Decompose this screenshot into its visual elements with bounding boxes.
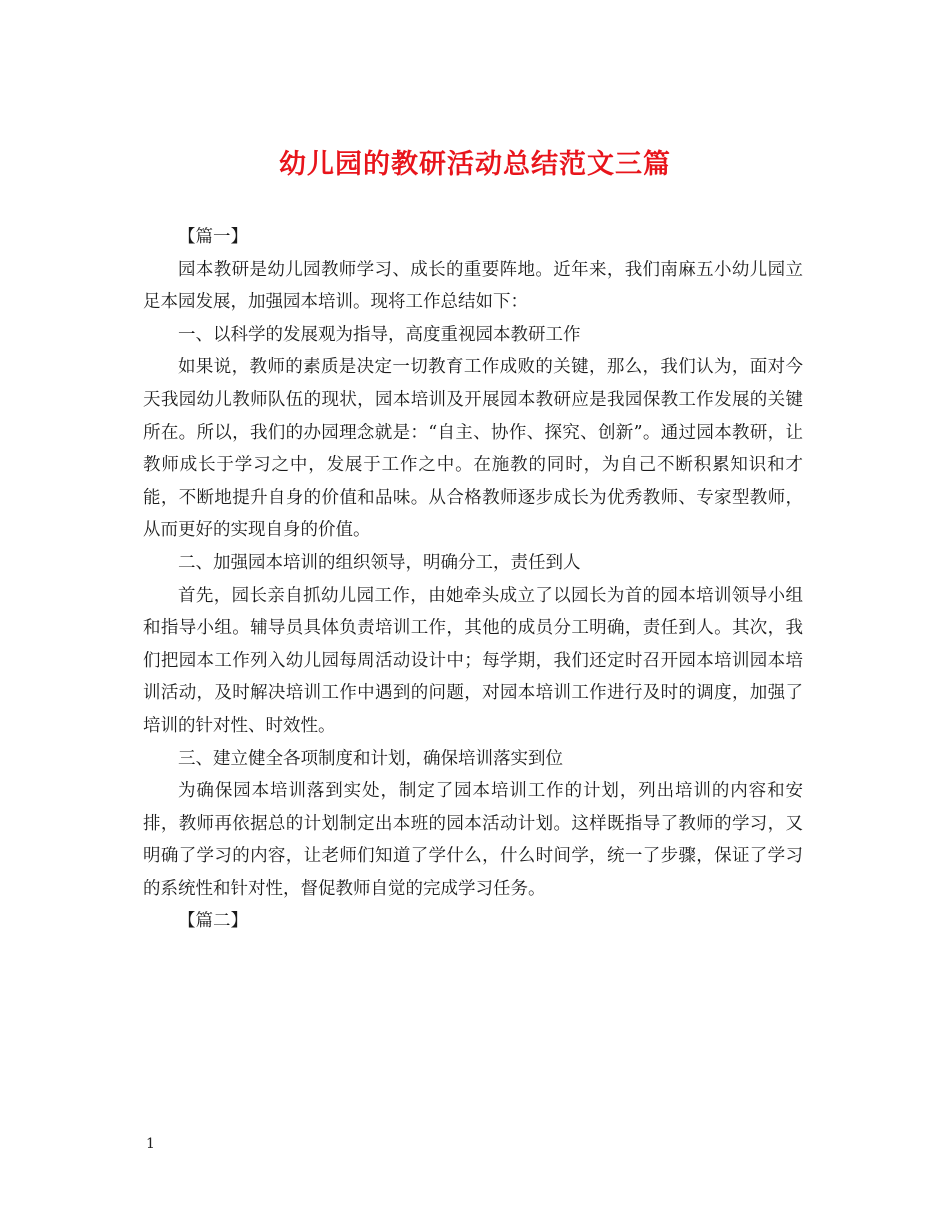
paragraph-intro: 园本教研是幼儿园教师学习、成长的重要阵地。近年来，我们南麻五小幼儿园立足本园发展，加强园本培训。现将工作总结如下： [143,259,803,313]
section-heading-2: 【篇二】 [178,911,248,932]
paragraph-2: 首先，园长亲自抓幼儿园工作，由她牵头成立了以园长为首的园本培训领导小组和指导小组。辅导员具体负责培训工作，其他的成员分工明确，责任到人。其次，我们把园本工作列入幼儿园每周活动设计中；每学期，我们还定时召开园本培训园本培训活动，及时解决培训工作中遇到的问题，对园本培训工作进行及时的调度，加强了培训的针对性、时效性。 [143,585,803,736]
document-body [143,221,803,938]
subheading-2: 二、加强园本培训的组织领导，明确分工，责任到人 [178,552,581,573]
subheading-1: 一、以科学的发展观为指导，高度重视园本教研工作 [178,324,581,345]
section-heading-1: 【篇一】 [178,227,248,247]
paragraph-3: 为确保园本培训落到实处，制定了园本培训工作的计划，列出培训的内容和安排，教师再依据总的计划制定出本班的园本活动计划。这样既指导了教师的学习，又明确了学习的内容，让老师们知道了学什么，什么时间学，统一了步骤，保证了学习的系统性和针对性，督促教师自觉的完成学习任务。 [143,781,803,899]
paragraph-1: 如果说，教师的素质是决定一切教育工作成败的关键，那么，我们认为，面对今天我园幼儿教师队伍的现状，园本培训及开展园本教研应是我园保教工作发展的关键所在。所以，我们的办园理念就是：“自主、协作、探究、创新”。通过园本教研，让教师成长于学习之中，发展于工作之中。在施教的同时，为自己不断积累知识和才能，不断地提升自身的价值和品味。从合格教师逐步成长为优秀教师、专家型教师，从而更好的实现自身的价值。 [143,357,803,541]
page-number: 1 [146,1136,155,1152]
subheading-3: 三、建立健全各项制度和计划，确保培训落实到位 [178,748,563,769]
document-title: 幼儿园的教研活动总结范文三篇 [279,149,671,180]
